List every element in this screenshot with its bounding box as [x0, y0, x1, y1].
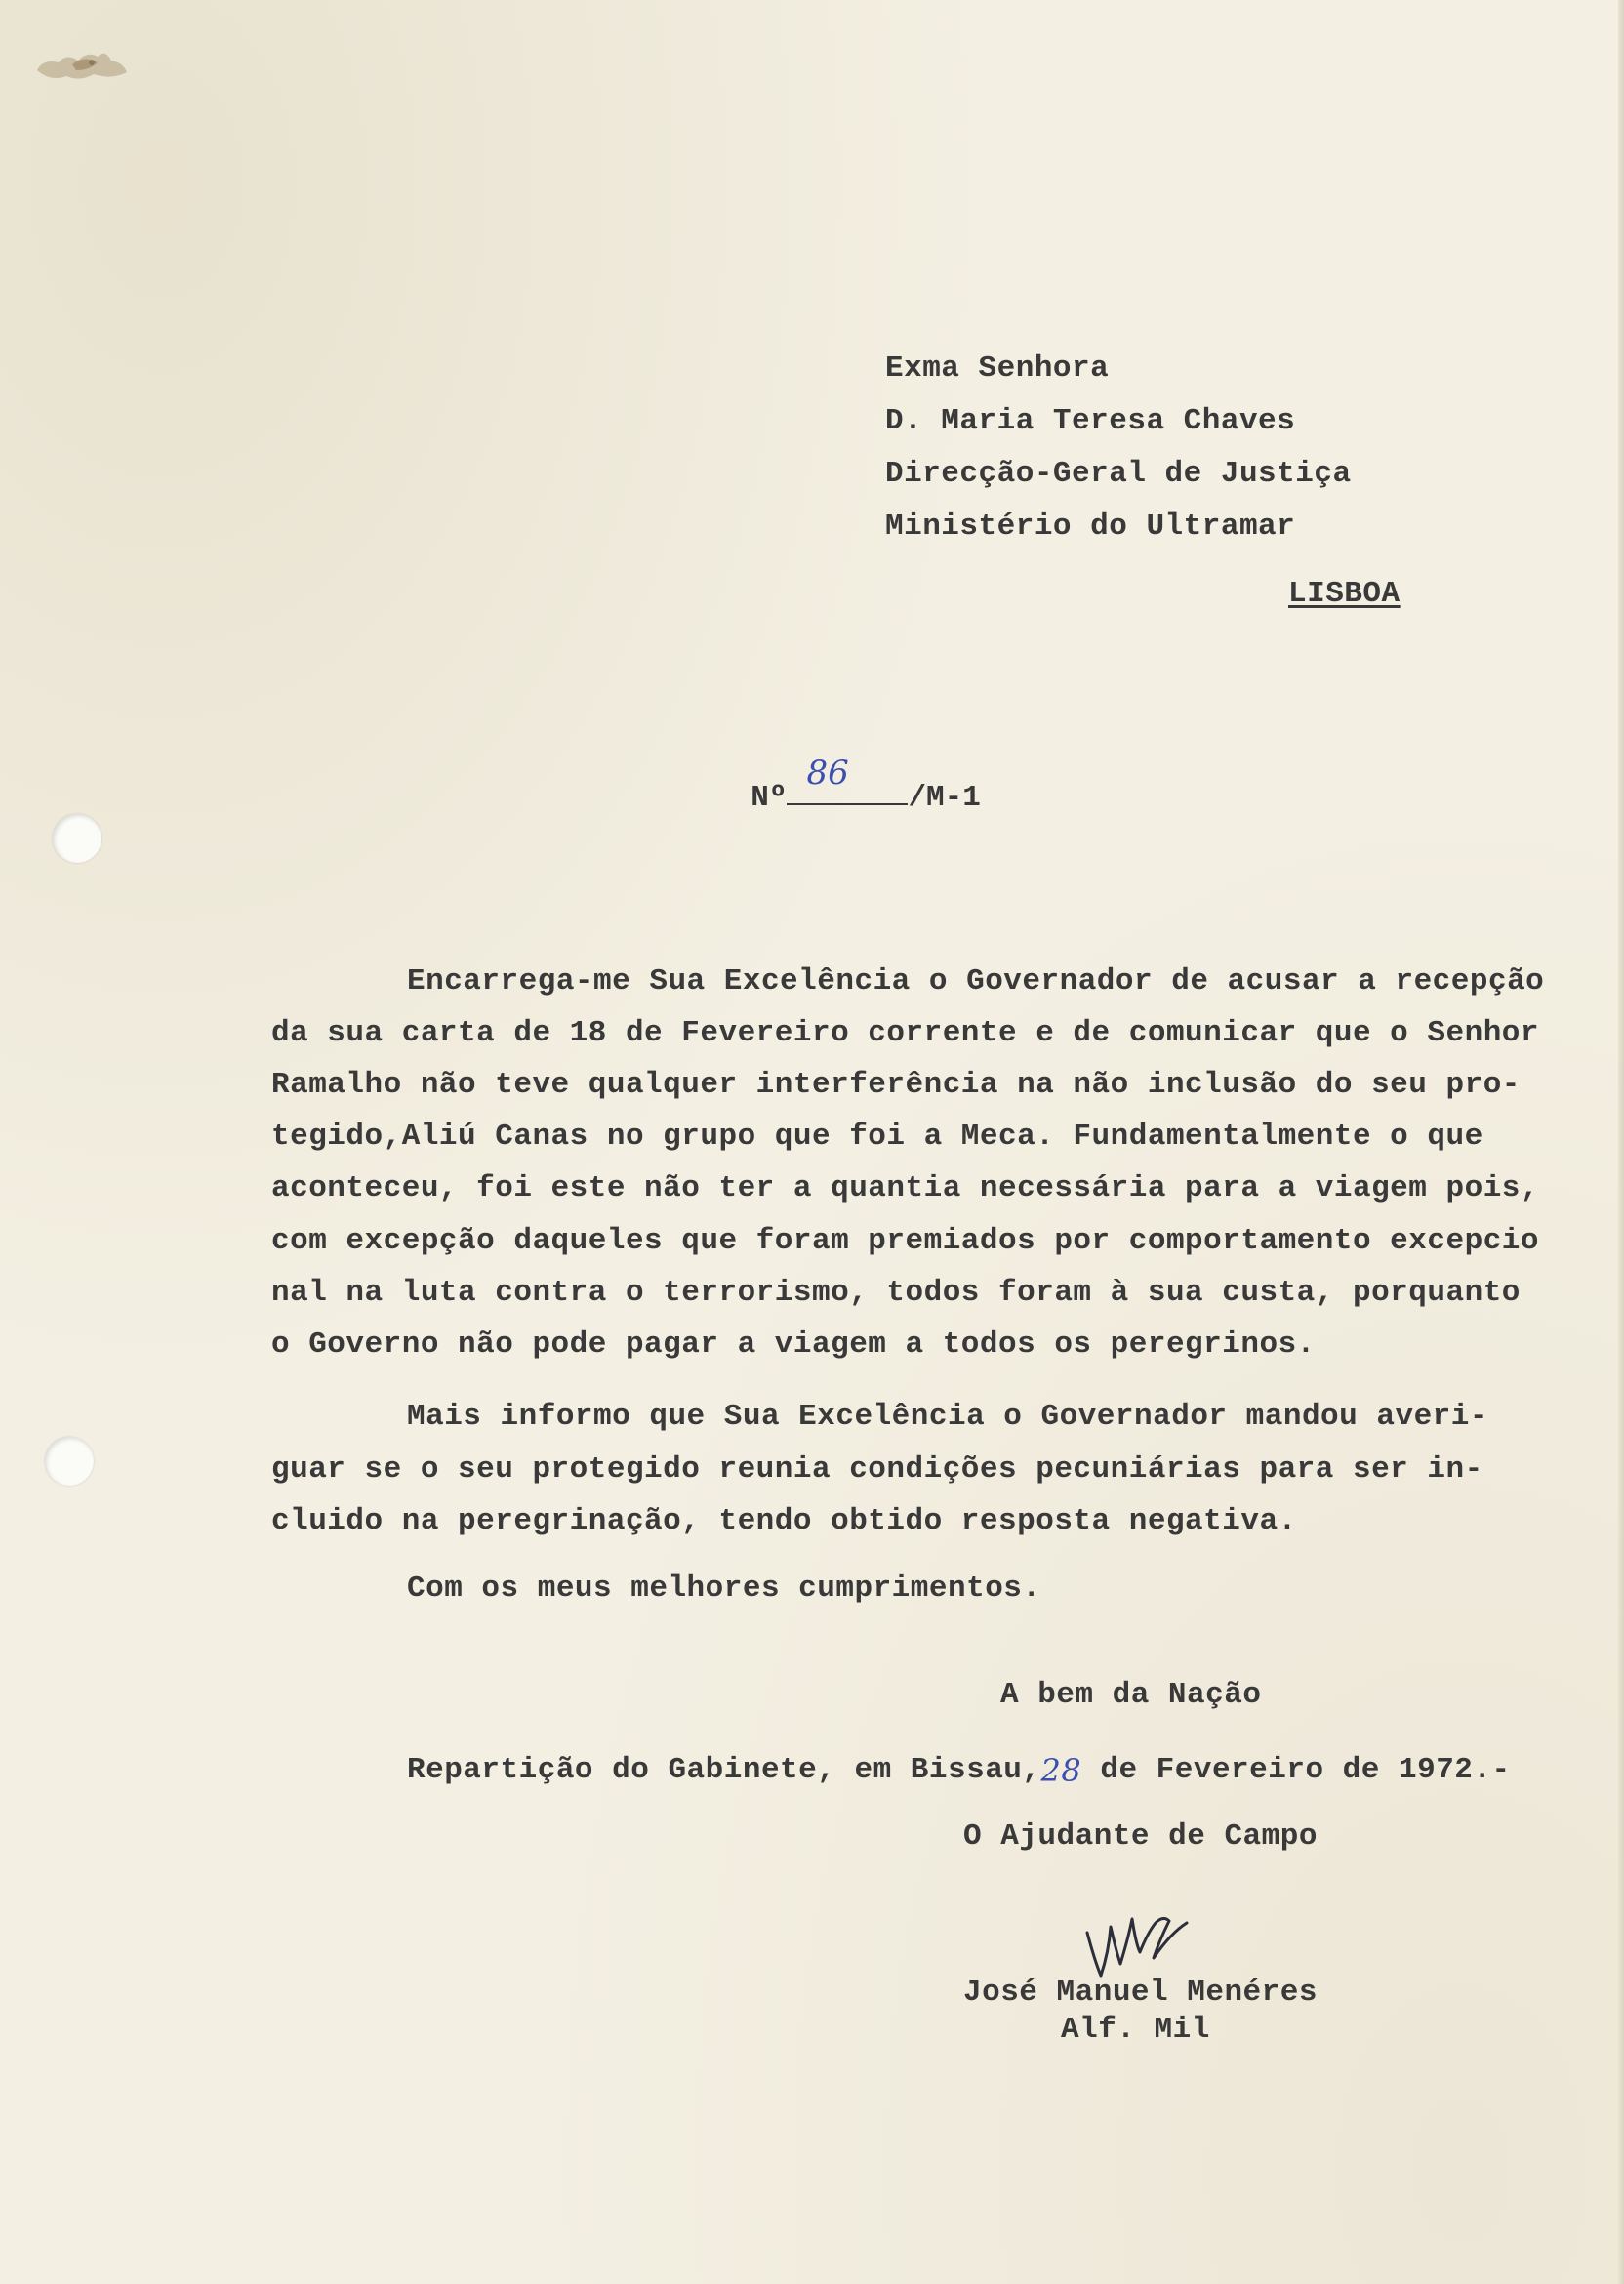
body-line: com excepção daqueles que foram premiados por comportamento excepcio: [271, 1224, 1540, 1258]
date-handwritten-day: 28: [1040, 1752, 1082, 1789]
body-line: cluido na peregrinação, tendo obtido resposta negativa.: [271, 1504, 1297, 1538]
date-suffix: de Fevereiro de 1972.-: [1081, 1753, 1511, 1787]
reference-suffix: /M-1: [908, 781, 981, 815]
paper-edge: [1618, 0, 1624, 2284]
closing-line: Com os meus melhores cumprimentos.: [407, 1571, 1041, 1606]
recipient-salutation: Exma Senhora: [885, 351, 1110, 386]
date-place: Repartição do Gabinete, em Bissau,: [407, 1753, 1041, 1787]
body-line: aconteceu, foi este não ter a quantia necessária para a viagem pois,: [271, 1171, 1540, 1205]
reference-handwritten-number: 86: [806, 754, 849, 793]
recipient-name: D. Maria Teresa Chaves: [885, 404, 1296, 438]
signature-icon: [1081, 1894, 1198, 1981]
motto: A bem da Nação: [1000, 1678, 1262, 1712]
punch-hole: [45, 1437, 94, 1486]
body-line: guar se o seu protegido reunia condições pecuniárias para ser in-: [271, 1452, 1483, 1487]
recipient-address: [885, 353, 1352, 564]
body-line: o Governo não pode pagar a viagem a todos os peregrinos.: [271, 1327, 1316, 1362]
body-line: Encarrega-me Sua Excelência o Governador de acusar a recepção: [407, 964, 1545, 999]
body-line: nal na luta contra o terrorismo, todos foram à sua custa, porquanto: [271, 1276, 1521, 1310]
signer-name: José Manuel Menéres: [963, 1976, 1318, 2010]
body-line: tegido,Aliú Canas no grupo que foi a Meca. Fundamentalmente o que: [271, 1120, 1483, 1154]
body-line: da sua carta de 18 de Fevereiro corrente e de comunicar que o Senhor: [271, 1016, 1540, 1050]
signer-role: O Ajudante de Campo: [963, 1819, 1318, 1854]
recipient-city: LISBOA: [1288, 577, 1401, 611]
staple-stain-icon: [33, 41, 131, 90]
reference-blank: [787, 754, 908, 805]
body-line: Ramalho não teve qualquer interferência na não inclusão do seu pro-: [271, 1068, 1521, 1102]
signer-rank: Alf. Mil: [1061, 2013, 1210, 2047]
date-line: [407, 1751, 1511, 1789]
reference-number: [714, 748, 981, 813]
recipient-department: Direcção-Geral de Justiça: [885, 457, 1352, 491]
recipient-ministry: Ministério do Ultramar: [885, 510, 1296, 544]
body-line: Mais informo que Sua Excelência o Governador mandou averi-: [407, 1400, 1488, 1434]
reference-prefix: Nº: [751, 781, 788, 815]
punch-hole: [53, 814, 102, 863]
